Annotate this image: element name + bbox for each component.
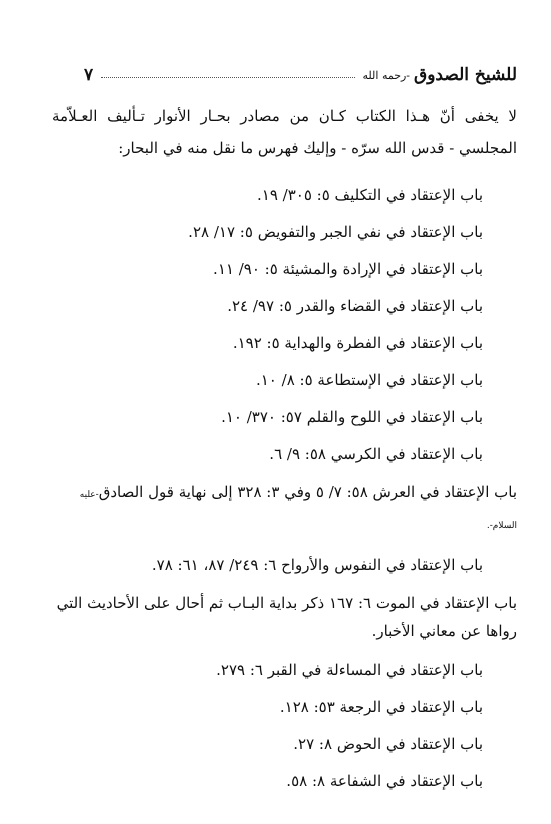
index-entry-5 bbox=[52, 330, 517, 356]
entry-text: باب الإعتقاد في الموت ٦: ١٦٧ ذكر بداية البـاب ثم أحال على الأحاديث التي رواها عن معاني الأخبار. bbox=[56, 594, 517, 640]
entry-text: باب الإعتقاد في المساءلة في القبر ٦: ٢٧٩. bbox=[216, 661, 483, 679]
index-entry-6 bbox=[52, 367, 517, 393]
index-entry-14 bbox=[52, 731, 517, 757]
entry-text: باب الإعتقاد في التكليف ٥: ٣٠٥/ ١٩. bbox=[256, 186, 483, 204]
intro-paragraph: لا يخفى أنّ هـذا الكتاب كـان من مصادر بحـار الأنوار تـأليف العـلاّمة المجلسي - قدس الله سرّه - وإليك فهرس ما نقل منه في البحار: bbox=[52, 107, 517, 157]
index-list bbox=[52, 182, 517, 794]
index-entry-2 bbox=[52, 219, 517, 245]
page-header bbox=[84, 62, 517, 88]
entry-text: باب الإعتقاد في نفي الجبر والتفويض ٥: ١٧/ ٢٨. bbox=[188, 223, 483, 241]
index-entry-4 bbox=[52, 293, 517, 319]
entry-text: باب الإعتقاد في الرجعة ٥٣: ١٢٨. bbox=[279, 698, 483, 716]
running-title: للشيخ الصدوق bbox=[414, 65, 517, 85]
entry-text: باب الإعتقاد في الإستطاعة ٥: ٨/ ١٠. bbox=[255, 371, 483, 389]
page-body bbox=[52, 100, 517, 805]
index-entry-7 bbox=[52, 404, 517, 430]
index-entry-11 bbox=[52, 589, 517, 645]
page-number: ٧ bbox=[84, 65, 94, 85]
index-entry-10 bbox=[52, 552, 517, 578]
header-dotted-rule bbox=[101, 77, 354, 78]
running-title-honorific: -رحمه الله bbox=[362, 68, 411, 82]
entry-honorific: -عليه السلام-. bbox=[79, 490, 517, 531]
entry-text: باب الإعتقاد في النفوس والأرواح ٦: ٢٤٩/ ٨٧، ٦١: ٧٨. bbox=[151, 556, 483, 574]
index-entry-12 bbox=[52, 657, 517, 683]
entry-text: باب الإعتقاد في العرش ٥٨: ٧/ ٥ وفي ٣: ٣٢٨ إلى نهاية قول الصادق bbox=[98, 483, 517, 501]
entry-text: باب الإعتقاد في الشفاعة ٨: ٥٨. bbox=[286, 772, 483, 790]
entry-text: باب الإعتقاد في الكرسي ٥٨: ٩/ ٦. bbox=[269, 445, 483, 463]
index-entry-3 bbox=[52, 256, 517, 282]
index-entry-15 bbox=[52, 768, 517, 794]
index-entry-1 bbox=[52, 182, 517, 208]
index-entry-9 bbox=[52, 478, 517, 540]
entry-text: باب الإعتقاد في الإرادة والمشيئة ٥: ٩٠/ ١١. bbox=[213, 260, 483, 278]
index-entry-13 bbox=[52, 694, 517, 720]
entry-text: باب الإعتقاد في القضاء والقدر ٥: ٩٧/ ٢٤. bbox=[227, 297, 483, 315]
entry-text: باب الإعتقاد في اللوح والقلم ٥٧: ٣٧٠/ ١٠. bbox=[221, 408, 483, 426]
entry-text: باب الإعتقاد في الحوض ٨: ٢٧. bbox=[293, 735, 483, 753]
index-entry-8 bbox=[52, 441, 517, 467]
entry-text: باب الإعتقاد في الفطرة والهداية ٥: ١٩٢. bbox=[232, 334, 483, 352]
